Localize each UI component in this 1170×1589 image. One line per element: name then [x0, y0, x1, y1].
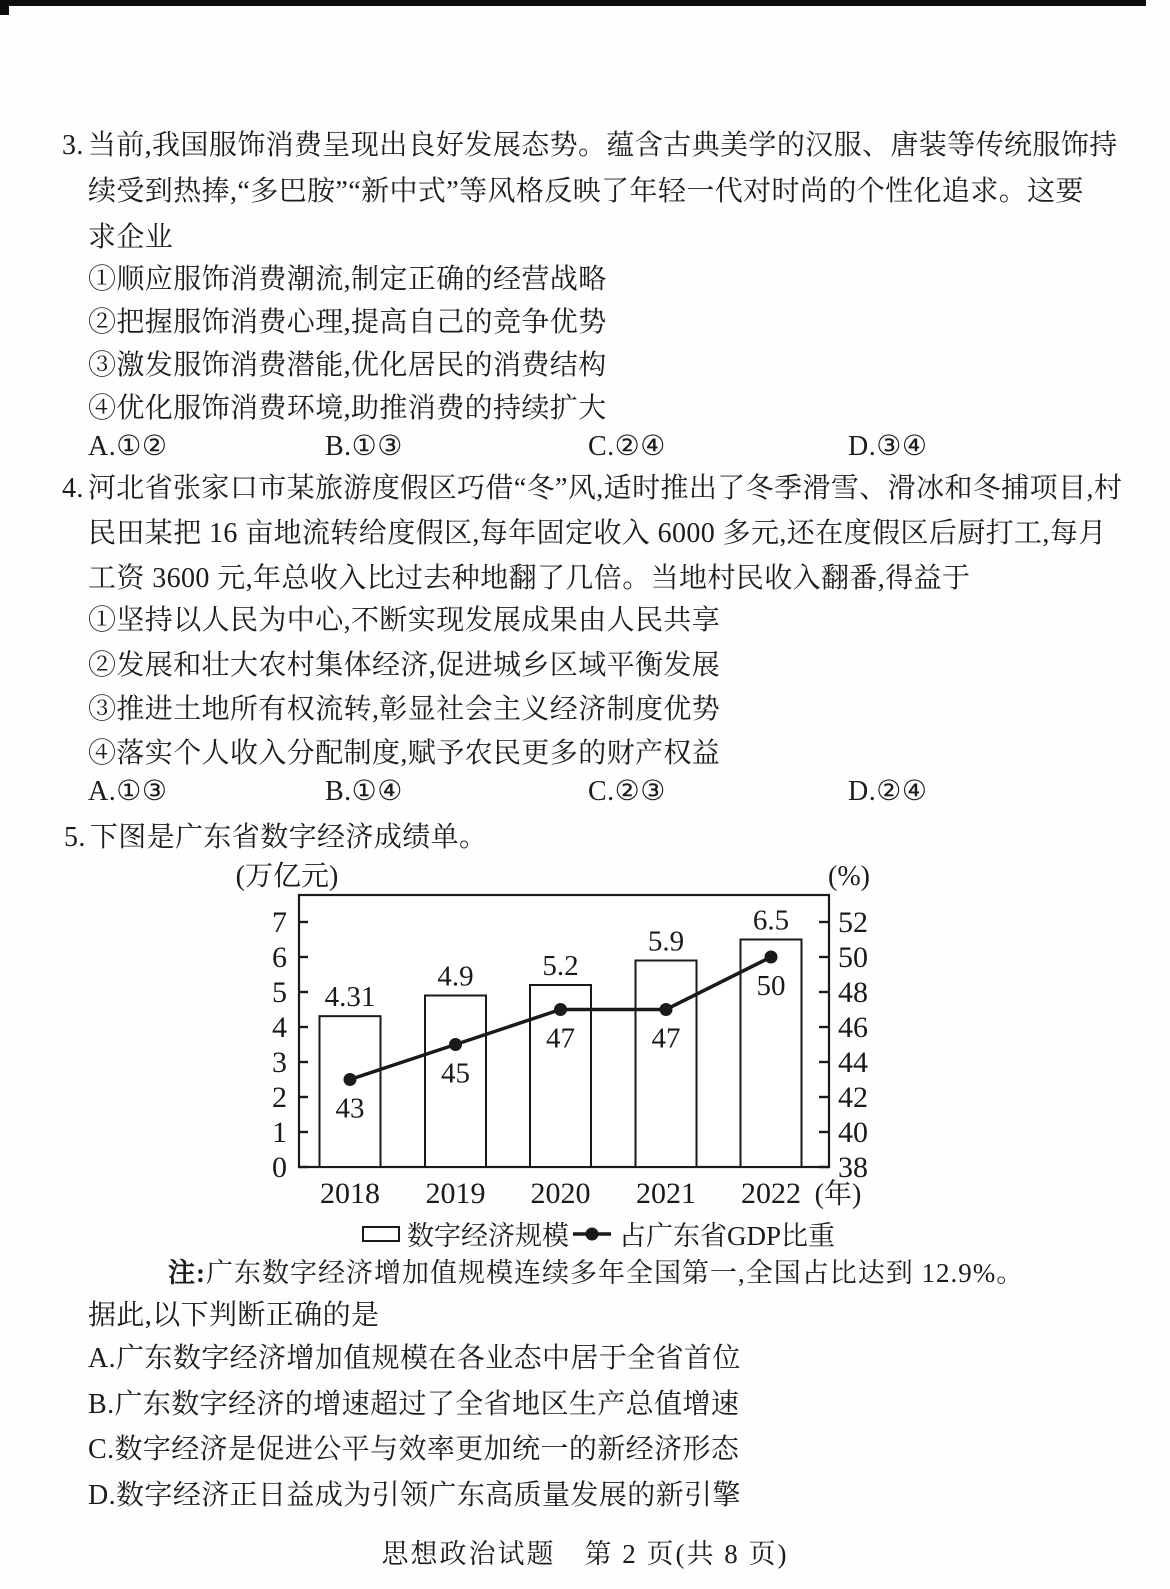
chart-note-text: 广东数字经济增加值规模连续多年全国第一,全国占比达到 12.9%。 [206, 1258, 1025, 1288]
question-3-option-a: A.①② [88, 431, 168, 462]
question-5-number: 5. [64, 822, 86, 853]
page-footer: 思想政治试题 第 2 页(共 8 页) [381, 1539, 789, 1569]
question-4-option-b: B.①④ [325, 776, 403, 807]
x-label-2021: 2021 [636, 1177, 696, 1210]
x-label-2019: 2019 [425, 1177, 486, 1210]
question-3-option-d: D.③④ [848, 431, 928, 462]
legend-bar-label: 数字经济规模 [407, 1221, 569, 1251]
left-tick-label: 5 [272, 976, 287, 1009]
question-3-option-c: C.②④ [588, 431, 666, 462]
line-dot-2022 [765, 951, 778, 964]
question-3-option-b: B.①③ [325, 431, 403, 462]
line-label-2021: 47 [651, 1022, 681, 1055]
question-4-option-c: C.②③ [588, 776, 666, 807]
line-dot-2021 [660, 1003, 673, 1016]
question-4-option-a: A.①③ [88, 776, 168, 807]
question-4-item-1: ①坚持以人民为中心,不断实现发展成果由人民共享 [88, 605, 721, 636]
legend-line-label: 占广东省GDP比重 [619, 1221, 836, 1251]
question-5-intro-line [64, 821, 487, 855]
line-label-2018: 43 [335, 1092, 365, 1125]
question-3-line-2: 续受到热捧,“多巴胺”“新中式”等风格反映了年轻一代对时尚的个性化追求。这要 [88, 176, 1084, 207]
question-3-options [0, 430, 1170, 466]
right-tick-label: 50 [838, 941, 868, 974]
question-3-item-2: ②把握服饰消费心理,提高自己的竞争优势 [88, 307, 607, 338]
question-5-intro: 下图是广东省数字经济成绩单。 [89, 822, 488, 853]
right-tick-label: 40 [838, 1116, 868, 1149]
left-tick-label: 7 [272, 906, 287, 939]
right-tick-label: 38 [838, 1151, 868, 1184]
question-4-item-4: ④落实个人收入分配制度,赋予农民更多的财产权益 [88, 738, 721, 769]
line-dot-2019 [449, 1038, 462, 1051]
question-3-number: 3. [62, 130, 84, 161]
bar-label-2018: 4.31 [324, 981, 376, 1014]
x-label-2018: 2018 [320, 1177, 380, 1210]
question-5-option-c: C.数字经济是促进公平与效率更加统一的新经济形态 [88, 1434, 740, 1465]
bar-label-2021: 5.9 [647, 925, 685, 958]
x-label-2020: 2020 [530, 1177, 591, 1210]
left-tick-label: 2 [272, 1081, 287, 1114]
bar-label-2019: 4.9 [437, 960, 474, 993]
question-4-options [0, 775, 1170, 811]
question-4-option-d: D.②④ [848, 776, 928, 807]
chart-note [168, 1256, 1024, 1290]
scan-artifact-corner [0, 0, 9, 15]
question-4-text: 河北省张家口市某旅游度假区巧借“冬”风,适时推出了冬季滑雪、滑冰和冬捕项目,村 [87, 473, 1123, 504]
scan-artifact-top-bar [0, 0, 1146, 6]
right-tick-label: 46 [838, 1011, 868, 1044]
question-5-option-d: D.数字经济正日益成为引领广东高质量发展的新引擎 [88, 1480, 741, 1511]
left-tick-label: 6 [272, 941, 287, 974]
chart-note-label: 注: [168, 1258, 206, 1288]
question-5-option-b: B.广东数字经济的增速超过了全省地区生产总值增速 [88, 1389, 740, 1420]
legend-line-dot [586, 1228, 599, 1241]
question-4-item-2: ②发展和壮大农村集体经济,促进城乡区域平衡发展 [88, 650, 721, 681]
legend-bar-swatch [363, 1227, 399, 1241]
question-4-line-2: 民田某把 16 亩地流转给度假区,每年固定收入 6000 多元,还在度假区后厨打工,每月 [88, 518, 1107, 549]
question-4-line-3: 工资 3600 元,年总收入比过去种地翻了几倍。当地村民收入翻番,得益于 [88, 563, 971, 594]
bar-label-2020: 5.2 [542, 950, 579, 982]
line-label-2022: 50 [756, 970, 786, 1002]
left-tick-label: 1 [272, 1116, 287, 1149]
line-dot-2018 [344, 1073, 357, 1086]
right-tick-label: 48 [838, 976, 868, 1009]
x-axis-suffix: (年) [814, 1179, 862, 1210]
right-tick-label: 44 [838, 1046, 868, 1079]
x-label-2022: 2022 [741, 1177, 801, 1210]
left-tick-label: 3 [272, 1046, 287, 1079]
line-label-2019: 45 [441, 1057, 470, 1090]
question-3-item-3: ③激发服饰消费潜能,优化居民的消费结构 [88, 350, 607, 381]
right-tick-label: 42 [838, 1081, 868, 1114]
bar-2021 [636, 961, 697, 1168]
question-3-item-4: ④优化服饰消费环境,助推消费的持续扩大 [88, 393, 607, 424]
bar-label-2022: 6.5 [752, 904, 790, 937]
question-3-text: 当前,我国服饰消费呈现出良好发展态势。蕴含古典美学的汉服、唐装等传统服饰持 [87, 130, 1118, 161]
question-4-item-3: ③推进土地所有权流转,彰显社会主义经济制度优势 [88, 694, 721, 725]
left-tick-label: 0 [272, 1151, 287, 1184]
left-axis-unit-label: (万亿元) [235, 861, 339, 892]
question-5-stem: 据此,以下判断正确的是 [88, 1300, 380, 1331]
right-tick-label: 52 [838, 906, 868, 939]
question-5-option-a: A.广东数字经济增加值规模在各业态中居于全省首位 [88, 1343, 741, 1374]
question-4-line-1 [62, 472, 1122, 506]
question-3-item-1: ①顺应服饰消费潮流,制定正确的经营战略 [88, 264, 607, 295]
digital-economy-chart [225, 852, 885, 1252]
right-axis-unit-label: (%) [828, 861, 870, 892]
question-3-line-3: 求企业 [88, 222, 174, 253]
line-dot-2020 [554, 1003, 567, 1016]
question-4-number: 4. [62, 473, 84, 504]
question-3-line-1 [62, 129, 1118, 163]
left-tick-label: 4 [272, 1011, 287, 1044]
line-label-2020: 47 [546, 1022, 575, 1055]
